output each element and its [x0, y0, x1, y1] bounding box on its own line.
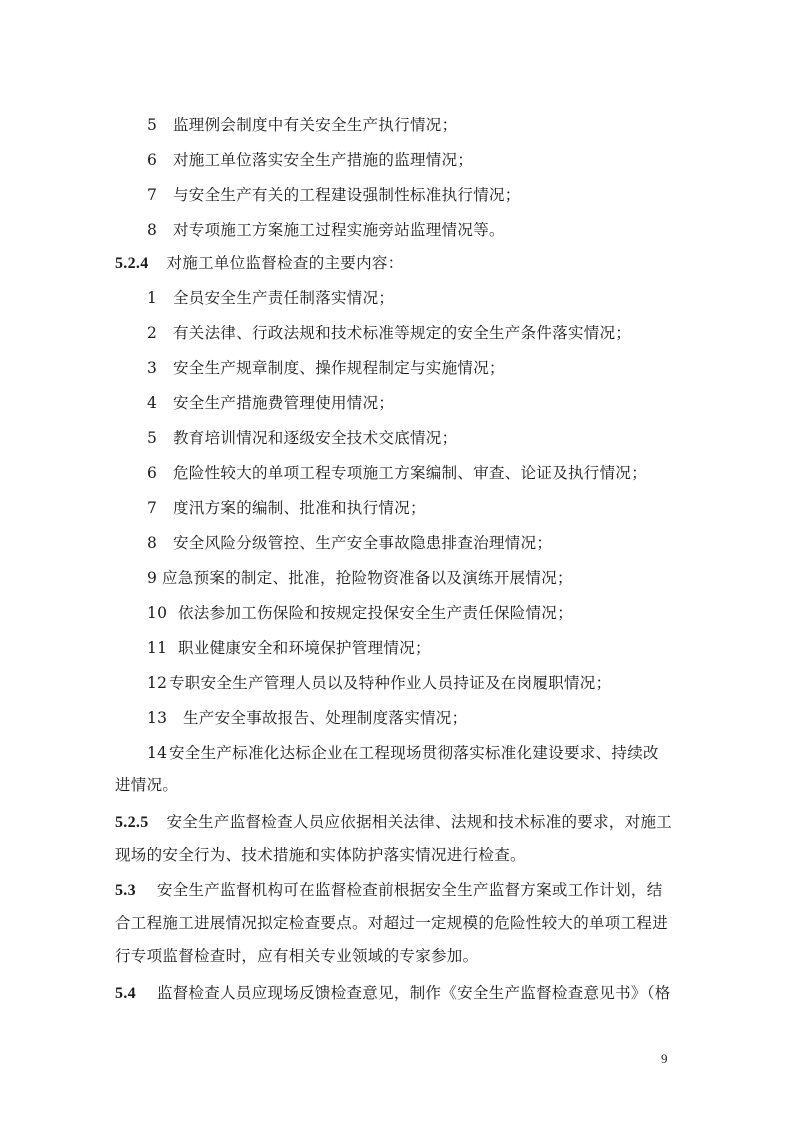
- list-item: [147, 498, 426, 518]
- item-text: 监理例会制度中有关安全生产执行情况；: [173, 116, 458, 134]
- item-text: 与安全生产有关的工程建设强制性标准执行情况；: [173, 186, 521, 204]
- item-number: 10: [147, 604, 168, 622]
- item-text: 生产安全事故报告、处理制度落实情况；: [183, 709, 468, 727]
- paragraph-text: 监督检查人员应现场反馈检查意见，制作《安全生产监督检查意见书》（格: [156, 984, 671, 1002]
- list-item: [147, 358, 505, 378]
- item-text: 应急预案的制定、批准，抢险物资准备以及演练开展情况；: [162, 569, 573, 587]
- list-item-continuation: 进情况。: [115, 776, 179, 794]
- section-5-2-5-line2: 现场的安全行为、技术措施和实体防护落实情况进行检查。: [115, 846, 526, 864]
- item-text: 对专项施工方案施工过程实施旁站监理情况等。: [173, 221, 505, 239]
- list-item: [147, 220, 505, 240]
- item-number: 6: [147, 464, 158, 482]
- item-text: 依法参加工伤保险和按规定投保安全生产责任保险情况；: [178, 604, 574, 622]
- section-5-3-line3: 行专项监督检查时，应有相关专业领域的专家参加。: [115, 947, 479, 965]
- item-number: 13: [147, 709, 168, 727]
- page-number: 9: [661, 1051, 668, 1066]
- section-5-3-line2: 合工程施工进展情况拟定检查要点。对超过一定规模的危险性较大的单项工程进: [115, 914, 669, 932]
- list-item: [147, 323, 631, 343]
- item-text: 有关法律、行政法规和技术标准等规定的安全生产条件落实情况；: [173, 324, 632, 342]
- item-text: 专职安全生产管理人员以及特种作业人员持证及在岗履职情况；: [169, 674, 612, 692]
- list-item: [147, 533, 552, 553]
- item-number: 5: [147, 429, 158, 447]
- item-text: 对施工单位落实安全生产措施的监理情况；: [173, 151, 474, 169]
- section-5-3-line1: [115, 880, 663, 901]
- section-number: 5.4: [115, 985, 136, 1002]
- section-number: 5.2.4: [115, 255, 149, 272]
- item-number: 7: [147, 186, 158, 204]
- item-text: 安全生产标准化达标企业在工程现场贯彻落实标准化建设要求、持续改: [169, 744, 659, 762]
- section-5-4-line1: [115, 983, 671, 1004]
- item-number: 1: [147, 289, 158, 307]
- section-heading-5-2-4: [115, 253, 404, 274]
- list-item: [147, 568, 573, 588]
- item-number: 14: [147, 744, 168, 762]
- item-number: 5: [147, 116, 158, 134]
- item-number: 6: [147, 151, 158, 169]
- item-number: 2: [147, 324, 158, 342]
- section-number: 5.3: [115, 882, 136, 899]
- item-number: 7: [147, 499, 158, 517]
- item-number: 12: [147, 674, 168, 692]
- list-item: [147, 115, 457, 135]
- list-item: [147, 150, 473, 170]
- list-item: [147, 673, 611, 693]
- section-number: 5.2.5: [115, 814, 149, 831]
- item-text: 危险性较大的单项工程专项施工方案编制、审查、论证及执行情况；: [173, 464, 648, 482]
- list-item: [147, 708, 467, 728]
- item-text: 度汛方案的编制、批准和执行情况；: [173, 499, 426, 517]
- list-item: [147, 393, 394, 413]
- list-item: [147, 743, 659, 763]
- item-number: 11: [147, 639, 168, 657]
- section-title: 对施工单位监督检查的主要内容：: [166, 254, 404, 272]
- item-text: 安全风险分级管控、生产安全事故隐患排查治理情况；: [173, 534, 553, 552]
- item-number: 8: [147, 534, 158, 552]
- item-number: 8: [147, 221, 158, 239]
- item-text: 安全生产规章制度、操作规程制定与实施情况；: [173, 359, 505, 377]
- item-text: 全员安全生产责任制落实情况；: [173, 289, 395, 307]
- paragraph-text: 安全生产监督机构可在监督检查前根据安全生产监督方案或工作计划，结: [156, 881, 663, 899]
- paragraph-text: 安全生产监督检查人员应依据相关法律、法规和技术标准的要求，对施工: [166, 813, 673, 831]
- list-item: [147, 288, 394, 308]
- item-number: 4: [147, 394, 158, 412]
- list-item: [147, 463, 647, 483]
- list-item: [147, 428, 457, 448]
- item-number: 9: [147, 569, 158, 587]
- item-text: 教育培训情况和逐级安全技术交底情况；: [173, 429, 458, 447]
- section-5-2-5-line1: [115, 812, 672, 833]
- item-number: 3: [147, 359, 158, 377]
- list-item: [147, 603, 573, 623]
- list-item: [147, 185, 521, 205]
- list-item: [147, 638, 431, 658]
- item-text: 安全生产措施费管理使用情况；: [173, 394, 395, 412]
- item-text: 职业健康安全和环境保护管理情况；: [178, 639, 431, 657]
